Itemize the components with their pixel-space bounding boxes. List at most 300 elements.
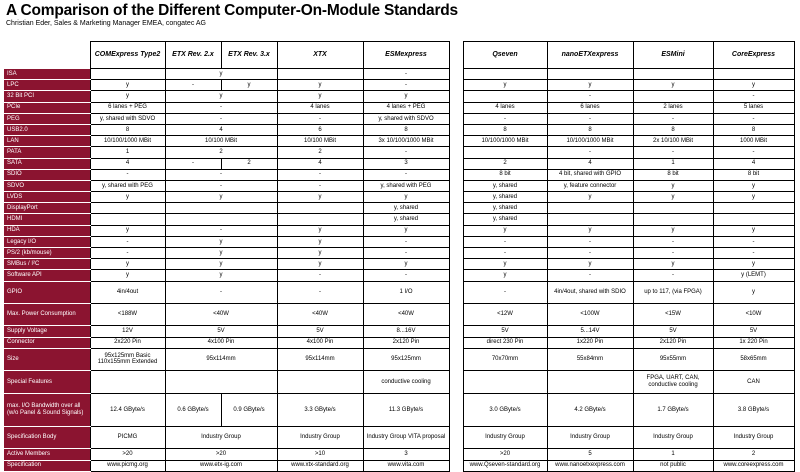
table-cell: - bbox=[277, 113, 363, 124]
table-cell: - bbox=[633, 248, 713, 259]
table-row bbox=[4, 91, 794, 102]
table-cell: 4 bbox=[713, 158, 794, 169]
table-cell bbox=[90, 371, 165, 393]
table-cell bbox=[633, 203, 713, 214]
column-gap bbox=[449, 214, 463, 225]
row-label: GPIO bbox=[4, 281, 90, 303]
header-corner bbox=[4, 42, 90, 69]
column-gap bbox=[449, 80, 463, 91]
table-cell: y bbox=[633, 225, 713, 236]
column-gap bbox=[449, 180, 463, 191]
row-label: USB2.0 bbox=[4, 124, 90, 135]
table-cell: www.Qseven-standard.org bbox=[463, 460, 547, 471]
table-row bbox=[4, 259, 794, 270]
table-cell: - bbox=[713, 91, 794, 102]
row-label: HDMI bbox=[4, 214, 90, 225]
table-cell: y bbox=[90, 270, 165, 281]
table-cell: 4 lanes bbox=[277, 102, 363, 113]
table-cell: 4 bbox=[277, 158, 363, 169]
table-cell: 1000 MBit bbox=[713, 136, 794, 147]
comparison-table bbox=[4, 41, 795, 472]
table-row bbox=[4, 69, 794, 80]
table-cell: y bbox=[165, 270, 277, 281]
table-cell: y bbox=[713, 225, 794, 236]
table-cell: - bbox=[165, 102, 277, 113]
table-cell: 2 bbox=[165, 147, 277, 158]
table-cell bbox=[165, 214, 277, 225]
table-cell bbox=[713, 203, 794, 214]
table-cell: - bbox=[363, 147, 449, 158]
table-cell: y bbox=[277, 80, 363, 91]
table-cell: 1x 220 Pin bbox=[713, 337, 794, 348]
table-cell: not public bbox=[633, 460, 713, 471]
table-cell: y bbox=[277, 236, 363, 247]
table-cell: 6 lanes bbox=[547, 102, 633, 113]
table-cell: - bbox=[363, 69, 449, 80]
column-header: XTX bbox=[277, 42, 363, 69]
table-cell: y bbox=[463, 259, 547, 270]
column-header: ESMini bbox=[633, 42, 713, 69]
column-gap bbox=[449, 303, 463, 325]
table-cell: www.vita.com bbox=[363, 460, 449, 471]
table-row bbox=[4, 348, 794, 370]
table-cell: Industry Group VITA proposal bbox=[363, 427, 449, 449]
row-label: LVDS bbox=[4, 192, 90, 203]
table-cell: >20 bbox=[165, 449, 277, 460]
table-row bbox=[4, 203, 794, 214]
table-cell: Industry Group bbox=[165, 427, 277, 449]
table-cell: <40W bbox=[277, 303, 363, 325]
table-cell: y, shared bbox=[463, 180, 547, 191]
table-cell: y, shared bbox=[363, 203, 449, 214]
table-cell: 95x125mm Basic 110x155mm Extended bbox=[90, 348, 165, 370]
table-cell: y, shared bbox=[363, 214, 449, 225]
table-cell: 3 bbox=[363, 158, 449, 169]
table-cell: y bbox=[90, 80, 165, 91]
table-cell: y bbox=[165, 259, 277, 270]
table-row bbox=[4, 113, 794, 124]
table-cell: - bbox=[277, 180, 363, 191]
table-cell: y, shared bbox=[463, 214, 547, 225]
table-row bbox=[4, 124, 794, 135]
column-gap bbox=[449, 158, 463, 169]
table-cell bbox=[463, 371, 547, 393]
column-gap bbox=[449, 136, 463, 147]
table-cell: y, shared with PEG bbox=[90, 180, 165, 191]
row-label: Software API bbox=[4, 270, 90, 281]
table-cell: y bbox=[90, 225, 165, 236]
table-row bbox=[4, 460, 794, 471]
row-label: LAN bbox=[4, 136, 90, 147]
table-cell: y bbox=[363, 91, 449, 102]
table-cell: y bbox=[165, 248, 277, 259]
table-cell: 10/100/1000 MBit bbox=[90, 136, 165, 147]
table-row bbox=[4, 248, 794, 259]
table-cell: Industry Group bbox=[277, 427, 363, 449]
table-cell: <40W bbox=[363, 303, 449, 325]
row-label: Supply Voltage bbox=[4, 326, 90, 337]
column-gap bbox=[449, 270, 463, 281]
table-cell: y, shared with PEG bbox=[363, 180, 449, 191]
table-cell: - bbox=[633, 270, 713, 281]
column-gap bbox=[449, 460, 463, 471]
table-cell: 11.3 GByte/s bbox=[363, 393, 449, 427]
row-label: LPC bbox=[4, 80, 90, 91]
table-cell: - bbox=[463, 281, 547, 303]
table-cell: 2x120 Pin bbox=[363, 337, 449, 348]
table-cell: - bbox=[165, 281, 277, 303]
table-cell bbox=[463, 91, 547, 102]
table-cell: 1.7 GByte/s bbox=[633, 393, 713, 427]
table-row bbox=[4, 80, 794, 91]
row-label: ISA bbox=[4, 69, 90, 80]
row-label: Connector bbox=[4, 337, 90, 348]
table-cell: 2x 10/100 MBit bbox=[633, 136, 713, 147]
table-row bbox=[4, 427, 794, 449]
table-row bbox=[4, 136, 794, 147]
table-cell: - bbox=[277, 270, 363, 281]
table-row bbox=[4, 147, 794, 158]
table-cell: - bbox=[363, 80, 449, 91]
table-cell: y bbox=[363, 225, 449, 236]
table-cell: <15W bbox=[633, 303, 713, 325]
table-cell: 6 lanes + PEG bbox=[90, 102, 165, 113]
table-cell: y, shared bbox=[463, 192, 547, 203]
table-cell: y, feature connector bbox=[547, 180, 633, 191]
table-row bbox=[4, 281, 794, 303]
table-cell bbox=[547, 214, 633, 225]
table-cell: y bbox=[547, 80, 633, 91]
table-cell: - bbox=[547, 270, 633, 281]
table-cell: y bbox=[713, 80, 794, 91]
table-cell: y bbox=[713, 281, 794, 303]
header-row bbox=[4, 42, 794, 69]
table-cell: - bbox=[463, 236, 547, 247]
column-gap bbox=[449, 113, 463, 124]
table-cell: direct 230 Pin bbox=[463, 337, 547, 348]
table-cell: - bbox=[547, 91, 633, 102]
table-cell bbox=[277, 203, 363, 214]
table-cell: y bbox=[713, 192, 794, 203]
row-label: max. I/O Bandwidth over all (w/o Panel & Sound Signals) bbox=[4, 393, 90, 427]
column-header: COMExpress Type2 bbox=[90, 42, 165, 69]
column-gap bbox=[449, 124, 463, 135]
table-cell: y bbox=[463, 225, 547, 236]
table-cell: - bbox=[713, 147, 794, 158]
table-cell: - bbox=[165, 80, 221, 91]
table-cell: y bbox=[165, 91, 277, 102]
table-cell: y bbox=[633, 192, 713, 203]
table-cell: - bbox=[363, 236, 449, 247]
table-row bbox=[4, 180, 794, 191]
column-gap bbox=[449, 393, 463, 427]
table-cell: y bbox=[277, 91, 363, 102]
table-cell bbox=[713, 69, 794, 80]
table-cell: 8 bit bbox=[713, 169, 794, 180]
table-cell: 95x114mm bbox=[277, 348, 363, 370]
table-cell: 3 bbox=[363, 449, 449, 460]
table-cell: 4in/4out, shared with SDIO bbox=[547, 281, 633, 303]
table-cell: y bbox=[165, 236, 277, 247]
table-cell: - bbox=[713, 236, 794, 247]
table-cell: - bbox=[363, 270, 449, 281]
column-header: ETX Rev. 2.x bbox=[165, 42, 221, 69]
table-cell: 1 bbox=[633, 158, 713, 169]
table-cell: y bbox=[463, 270, 547, 281]
table-cell: 95x114mm bbox=[165, 348, 277, 370]
row-label: Max. Power Consumption bbox=[4, 303, 90, 325]
table-row bbox=[4, 214, 794, 225]
table-cell: 1 bbox=[633, 449, 713, 460]
table-cell: - bbox=[165, 180, 277, 191]
table-cell: 5V bbox=[165, 326, 277, 337]
table-cell: 2 bbox=[463, 158, 547, 169]
table-cell bbox=[463, 147, 547, 158]
table-cell: 4 bbox=[547, 158, 633, 169]
table-cell: 8 bit bbox=[463, 169, 547, 180]
column-header: Qseven bbox=[463, 42, 547, 69]
table-row bbox=[4, 337, 794, 348]
table-cell: y bbox=[363, 259, 449, 270]
table-cell: Industry Group bbox=[547, 427, 633, 449]
table-cell: Industry Group bbox=[713, 427, 794, 449]
table-cell bbox=[277, 371, 363, 393]
table-row bbox=[4, 371, 794, 393]
row-label: Specification Body bbox=[4, 427, 90, 449]
table-cell: y, shared with SDVO bbox=[363, 113, 449, 124]
table-row bbox=[4, 158, 794, 169]
table-cell: - bbox=[363, 169, 449, 180]
column-gap bbox=[449, 42, 463, 69]
table-cell: y, shared with SDVO bbox=[90, 113, 165, 124]
table-cell: 4 bbox=[165, 124, 277, 135]
table-cell: - bbox=[713, 248, 794, 259]
table-cell: y bbox=[463, 80, 547, 91]
row-label: Specification bbox=[4, 460, 90, 471]
table-cell: 0.9 GByte/s bbox=[221, 393, 277, 427]
table-cell: y bbox=[713, 259, 794, 270]
table-row bbox=[4, 225, 794, 236]
table-cell: 8...16V bbox=[363, 326, 449, 337]
table-cell: 4 lanes bbox=[463, 102, 547, 113]
row-label: PCIe bbox=[4, 102, 90, 113]
table-cell: y bbox=[713, 180, 794, 191]
row-label: 32 Bit PCI bbox=[4, 91, 90, 102]
table-cell: 8 bbox=[463, 124, 547, 135]
table-cell: 2x120 Pin bbox=[633, 337, 713, 348]
table-cell: y bbox=[633, 259, 713, 270]
column-gap bbox=[449, 337, 463, 348]
table-cell: <12W bbox=[463, 303, 547, 325]
table-cell: >10 bbox=[277, 449, 363, 460]
table-cell: 95x125mm bbox=[363, 348, 449, 370]
table-cell: www.etx-ig.com bbox=[165, 460, 277, 471]
table-cell: y bbox=[633, 180, 713, 191]
table-cell bbox=[277, 214, 363, 225]
table-cell: 10/100 MBit bbox=[165, 136, 277, 147]
table-row bbox=[4, 169, 794, 180]
table-cell bbox=[90, 214, 165, 225]
table-cell: 8 bbox=[713, 124, 794, 135]
row-label: Size bbox=[4, 348, 90, 370]
table-cell: 1x220 Pin bbox=[547, 337, 633, 348]
table-cell: Industry Group bbox=[463, 427, 547, 449]
table-cell: - bbox=[463, 248, 547, 259]
column-gap bbox=[449, 236, 463, 247]
column-gap bbox=[449, 203, 463, 214]
table-cell: 2 bbox=[221, 158, 277, 169]
table-cell bbox=[547, 203, 633, 214]
table-cell: 2x220 Pin bbox=[90, 337, 165, 348]
table-cell bbox=[90, 203, 165, 214]
table-cell: 8 bbox=[363, 124, 449, 135]
column-gap bbox=[449, 259, 463, 270]
table-cell bbox=[90, 69, 165, 80]
table-cell: 2 lanes bbox=[633, 102, 713, 113]
table-cell: - bbox=[547, 248, 633, 259]
row-label: SMBus / I²C bbox=[4, 259, 90, 270]
column-gap bbox=[449, 225, 463, 236]
table-cell: 3x 10/100/1000 MBit bbox=[363, 136, 449, 147]
table-cell: 5V bbox=[713, 326, 794, 337]
table-cell: up to 117, (via FPGA) bbox=[633, 281, 713, 303]
table-cell: - bbox=[633, 236, 713, 247]
table-cell: PICMG bbox=[90, 427, 165, 449]
table-cell: 4x100 Pin bbox=[165, 337, 277, 348]
table-cell: 95x55mm bbox=[633, 348, 713, 370]
table-cell: - bbox=[165, 158, 221, 169]
table-cell: conductive cooling bbox=[363, 371, 449, 393]
table-cell: CAN bbox=[713, 371, 794, 393]
table-cell: y bbox=[90, 91, 165, 102]
table-cell: - bbox=[90, 248, 165, 259]
table-cell: y bbox=[277, 259, 363, 270]
table-cell: - bbox=[547, 147, 633, 158]
page-title: A Comparison of the Different Computer-On-Module Standards bbox=[6, 2, 458, 19]
table-cell: 3.3 GByte/s bbox=[277, 393, 363, 427]
column-gap bbox=[449, 69, 463, 80]
table-cell: - bbox=[547, 236, 633, 247]
table-cell: y bbox=[547, 259, 633, 270]
table-cell: - bbox=[165, 113, 277, 124]
table-cell: 10/100/1000 MBit bbox=[463, 136, 547, 147]
table-cell: 8 bbox=[90, 124, 165, 135]
table-row bbox=[4, 303, 794, 325]
row-label: Special Features bbox=[4, 371, 90, 393]
table-cell: - bbox=[463, 113, 547, 124]
table-cell: y bbox=[633, 80, 713, 91]
table-cell bbox=[277, 69, 363, 80]
table-cell: 4in/4out bbox=[90, 281, 165, 303]
column-gap bbox=[449, 248, 463, 259]
table-cell: 5V bbox=[463, 326, 547, 337]
table-cell: www.coreexpress.com bbox=[713, 460, 794, 471]
table-cell: y bbox=[221, 80, 277, 91]
row-label: SDIO bbox=[4, 169, 90, 180]
table-cell bbox=[713, 214, 794, 225]
table-cell: y bbox=[90, 192, 165, 203]
column-gap bbox=[449, 91, 463, 102]
table-cell: <100W bbox=[547, 303, 633, 325]
table-cell: y bbox=[277, 248, 363, 259]
table-cell: y bbox=[165, 192, 277, 203]
table-cell: >20 bbox=[90, 449, 165, 460]
table-cell: y bbox=[547, 192, 633, 203]
table-cell bbox=[633, 91, 713, 102]
table-cell: >20 bbox=[463, 449, 547, 460]
table-cell: 1 bbox=[90, 147, 165, 158]
table-cell: 4 lanes + PEG bbox=[363, 102, 449, 113]
table-cell: y bbox=[165, 69, 277, 80]
table-cell bbox=[463, 69, 547, 80]
table-cell: - bbox=[277, 281, 363, 303]
table-cell: y (LEMT) bbox=[713, 270, 794, 281]
table-cell: <40W bbox=[165, 303, 277, 325]
table-cell: 6 bbox=[277, 124, 363, 135]
table-cell: 2 bbox=[713, 449, 794, 460]
table-cell: 4.2 GByte/s bbox=[547, 393, 633, 427]
row-label: Active Members bbox=[4, 449, 90, 460]
table-cell: 8 bbox=[633, 124, 713, 135]
row-label: PEG bbox=[4, 113, 90, 124]
table-cell: Industry Group bbox=[633, 427, 713, 449]
table-cell: 10/100/1000 MBit bbox=[547, 136, 633, 147]
row-label: Legacy I/O bbox=[4, 236, 90, 247]
table-cell: 12V bbox=[90, 326, 165, 337]
table-cell: 10/100 MBit bbox=[277, 136, 363, 147]
column-header: nanoETXexpress bbox=[547, 42, 633, 69]
column-gap bbox=[449, 427, 463, 449]
table-cell: FPGA, UART, CAN, conductive cooling bbox=[633, 371, 713, 393]
table-cell: 3.0 GByte/s bbox=[463, 393, 547, 427]
page-subtitle: Christian Eder, Sales & Marketing Manager EMEA, congatec AG bbox=[6, 20, 206, 27]
table-cell: <188W bbox=[90, 303, 165, 325]
table-cell: - bbox=[90, 236, 165, 247]
table-cell: - bbox=[633, 147, 713, 158]
column-gap bbox=[449, 169, 463, 180]
table-cell: www.nanoetxexpress.com bbox=[547, 460, 633, 471]
table-cell: 2 bbox=[277, 147, 363, 158]
table-cell: - bbox=[165, 225, 277, 236]
column-gap bbox=[449, 281, 463, 303]
table-cell: www.picmg.org bbox=[90, 460, 165, 471]
column-gap bbox=[449, 371, 463, 393]
table-cell bbox=[165, 203, 277, 214]
table-row bbox=[4, 393, 794, 427]
table-cell: 3.8 GByte/s bbox=[713, 393, 794, 427]
table-cell: 5...14V bbox=[547, 326, 633, 337]
table-cell: 5 bbox=[547, 449, 633, 460]
table-cell bbox=[547, 69, 633, 80]
table-row bbox=[4, 326, 794, 337]
column-gap bbox=[449, 449, 463, 460]
table-cell: 58x65mm bbox=[713, 348, 794, 370]
column-gap bbox=[449, 147, 463, 158]
table-cell: y bbox=[547, 225, 633, 236]
column-header: ETX Rev. 3.x bbox=[221, 42, 277, 69]
table-cell: 4 bit, shared with GPIO bbox=[547, 169, 633, 180]
row-label: DisplayPort bbox=[4, 203, 90, 214]
table-cell: - bbox=[277, 169, 363, 180]
column-gap bbox=[449, 326, 463, 337]
table-row bbox=[4, 102, 794, 113]
table-row bbox=[4, 192, 794, 203]
row-label: HDA bbox=[4, 225, 90, 236]
table-cell bbox=[633, 69, 713, 80]
table-cell: 55x84mm bbox=[547, 348, 633, 370]
row-label: SDVO bbox=[4, 180, 90, 191]
table-cell: 5V bbox=[633, 326, 713, 337]
